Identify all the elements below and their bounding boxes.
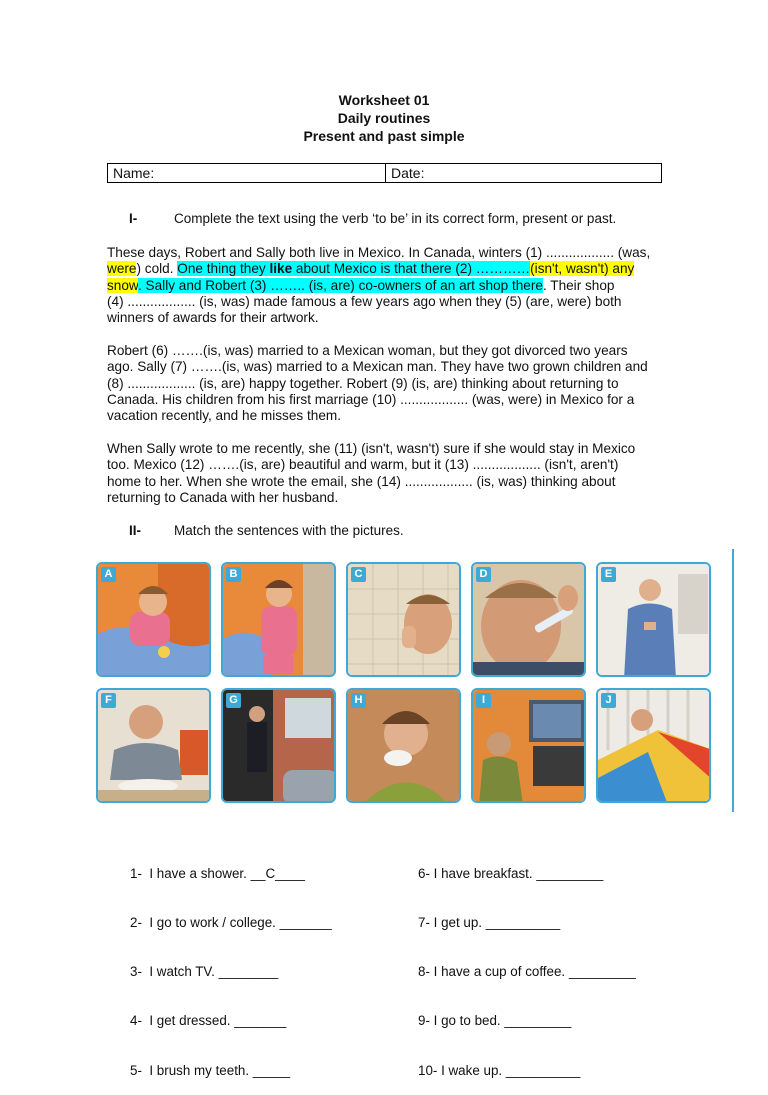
highlight-text: (isn't, wasn't) any	[530, 261, 635, 277]
picture-g-going-to-work	[221, 688, 336, 803]
paragraph-2-line-4: Canada. His children from his first marriage (10) .................. (was, were) in Mexico for a	[107, 391, 635, 407]
sentence-item[interactable]: 9- I go to bed. _________	[418, 1013, 572, 1029]
picture-j-going-to-bed	[596, 688, 711, 803]
paragraph-3-line-4: returning to Canada with her husband.	[107, 489, 339, 505]
sentence-item[interactable]: 7- I get up. __________	[418, 915, 561, 931]
name-date-box	[107, 163, 662, 183]
sentence-list-right	[418, 833, 636, 1095]
paragraph-1-line-1: These days, Robert and Sally both live in Mexico. In Canada, winters (1) .................. (was,	[107, 245, 651, 260]
paragraph-1-line-4: (4) .................. (is, was) made famous a few years ago when they (5) (are, were) both	[107, 293, 622, 309]
picture-h-coffee	[346, 688, 461, 803]
paragraph-1-line-2	[107, 261, 663, 277]
text-run: One thing they	[177, 261, 270, 277]
worksheet-subtitle: Present and past simple	[303, 128, 465, 144]
picture-label: A	[101, 567, 116, 582]
paragraph-2-line-1: Robert (6) …….(is, was) married to a Mexican woman, but they got divorced two years	[107, 343, 628, 358]
sentence-item[interactable]: 10- I wake up. __________	[418, 1062, 581, 1078]
picture-label: C	[351, 567, 366, 582]
worksheet-title: Worksheet 01	[338, 92, 430, 108]
picture-label: J	[601, 693, 616, 708]
paragraph-3	[107, 441, 663, 506]
highlight-text: .	[137, 277, 146, 293]
paragraph-1-line-5: winners of awards for their artwork.	[107, 310, 319, 326]
picture-f-breakfast	[96, 688, 211, 803]
picture-i-watching-tv	[471, 688, 586, 803]
text-run: . Their shop	[542, 277, 615, 293]
paragraph-3-line-2: too. Mexico (12) …….(is, are) beautiful and warm, but it (13) .................. (isn't, aren't)	[107, 457, 619, 473]
picture-a-waking-up	[96, 562, 211, 677]
picture-grid	[94, 562, 718, 806]
picture-label: B	[226, 567, 241, 582]
bold-text: like	[269, 261, 293, 277]
paragraph-1	[107, 245, 663, 326]
paragraph-3-line-1: When Sally wrote to me recently, she (11) (isn't, wasn't) sure if she would stay in Mexico	[107, 441, 636, 456]
sentence-item[interactable]: 6- I have breakfast. _________	[418, 865, 604, 881]
paragraph-2-line-5: vacation recently, and he misses them.	[107, 408, 341, 424]
picture-d-brushing-teeth	[471, 562, 586, 677]
section-1-instruction: Complete the text using the verb ‘to be’ in its correct form, present or past.	[174, 211, 617, 226]
sentence-item[interactable]: 3- I watch TV. ________	[130, 964, 279, 980]
worksheet-topic: Daily routines	[337, 110, 431, 126]
sentence-item[interactable]: 8- I have a cup of coffee. _________	[418, 964, 636, 980]
divider-line	[732, 549, 734, 812]
sentence-item[interactable]: 4- I get dressed. _______	[130, 1013, 287, 1029]
picture-label: E	[601, 567, 616, 582]
paragraph-2-line-3: (8) .................. (is, are) happy together. Robert (9) (is, are) thinking about returning to	[107, 375, 619, 391]
paragraph-3-line-3: home to her. When she wrote the email, she (14) .................. (is, was) thinking about	[107, 473, 616, 489]
paragraph-1-line-3	[107, 278, 663, 294]
highlight-text: were	[107, 261, 137, 277]
picture-e-getting-dressed	[596, 562, 711, 677]
name-field[interactable]: Name:	[108, 164, 386, 182]
picture-label: G	[226, 693, 241, 708]
section-2-heading	[129, 523, 649, 541]
highlight-text: snow	[107, 277, 138, 293]
section-2-number: II-	[129, 523, 141, 538]
picture-label: I	[476, 693, 491, 708]
picture-c-shower	[346, 562, 461, 677]
picture-label: F	[101, 693, 116, 708]
text-run: about Mexico is that there (2) …………	[292, 261, 531, 277]
picture-b-getting-up	[221, 562, 336, 677]
paragraph-2	[107, 343, 663, 424]
date-field[interactable]: Date:	[391, 165, 425, 181]
sentence-item[interactable]: 5- I brush my teeth. _____	[130, 1062, 291, 1078]
section-1-number: I-	[129, 211, 138, 226]
paragraph-2-line-2: ago. Sally (7) …….(is, was) married to a Mexican man. They have two grown children and	[107, 359, 648, 375]
highlight-text	[177, 261, 530, 276]
sentence-item[interactable]: 2- I go to work / college. _______	[130, 915, 332, 931]
text-run: ) cold.	[136, 261, 178, 277]
sentence-item[interactable]: 1- I have a shower. __C____	[130, 865, 305, 881]
picture-label: D	[476, 567, 491, 582]
section-1-heading	[129, 211, 649, 229]
section-2-instruction: Match the sentences with the pictures.	[174, 523, 404, 538]
picture-label: H	[351, 693, 366, 708]
sentence-list-left	[130, 833, 332, 1095]
highlight-text: Sally and Robert (3) …….. (is, are) co-owners of an art shop there	[145, 277, 543, 293]
